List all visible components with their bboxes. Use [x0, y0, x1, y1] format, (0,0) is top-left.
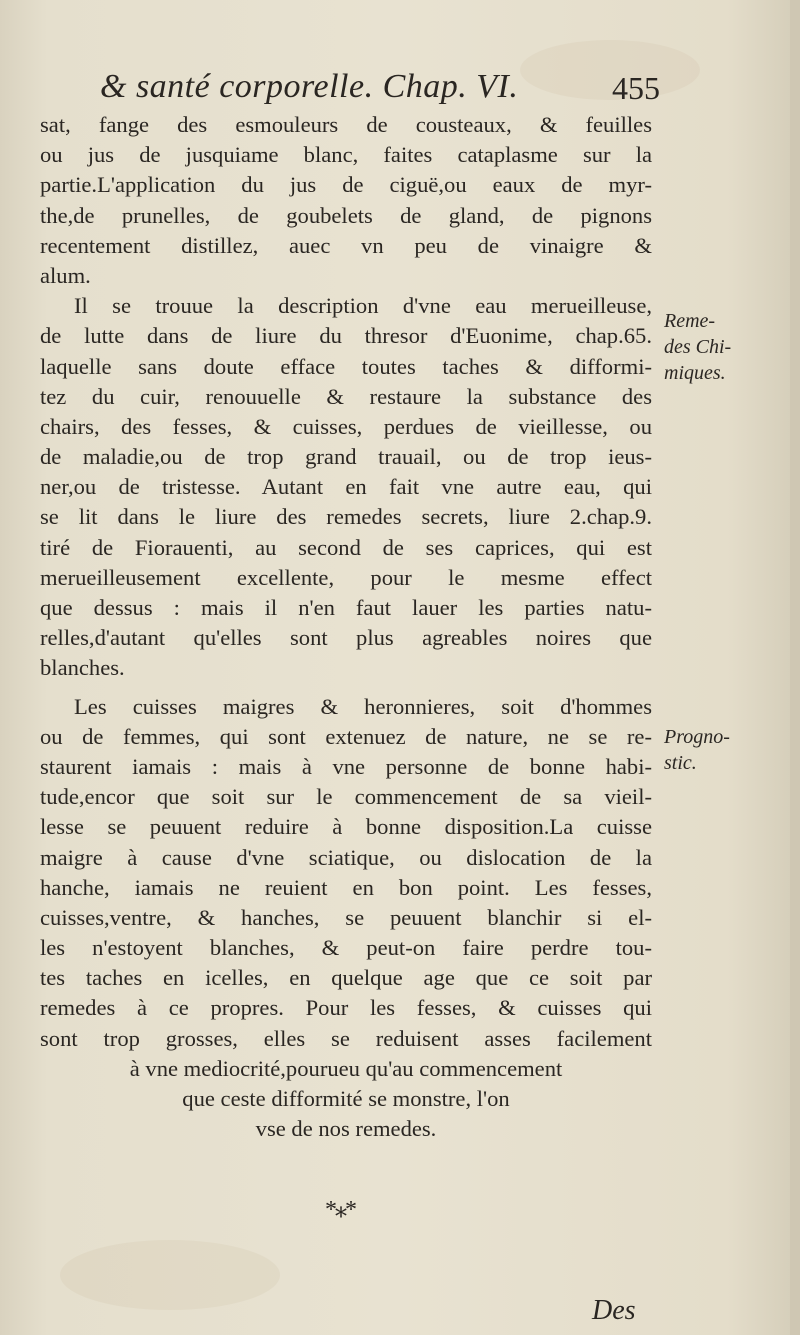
running-head: & santé corporelle. Chap. VI. [100, 68, 519, 105]
margin-note-line: des Chi- [664, 336, 732, 358]
margin-note-line: Progno- [664, 726, 730, 748]
paragraph-start-line: Les cuisses maigres & heronnieres, soit d'hommes [74, 693, 652, 719]
page-number: 455 [612, 70, 660, 106]
margin-note-prognostic [664, 724, 730, 776]
text-line: ou de femmes, qui sont extenuez de nature, ne se re- [40, 723, 652, 749]
margin-note-line: miques. [664, 362, 726, 384]
text-line: tude,encor que soit sur le commencement de sa vieil- [40, 784, 652, 810]
paragraph-start-line: Il se trouue la description d'vne eau merueilleuse, [74, 293, 652, 319]
text-line: alum. [40, 262, 91, 288]
text-line: tes taches en icelles, en quelque age que ce soit par [40, 965, 652, 991]
text-line: laquelle sans doute efface toutes taches & difformi- [40, 353, 652, 379]
margin-note-remedes [664, 308, 731, 386]
asterism-ornament: *⁎* [325, 1197, 355, 1223]
text-line: recentement distillez, auec vn peu de vinaigre & [40, 232, 652, 258]
text-line: que dessus : mais il n'en faut lauer les parties natu- [40, 595, 652, 620]
text-line: de maladie,ou de trop grand trauail, ou de trop ieus- [40, 444, 652, 470]
text-line: staurent iamais : mais à vne personne de bonne habi- [40, 753, 652, 779]
margin-note-line: Reme- [664, 310, 716, 332]
text-line: remedes à ce propres. Pour les fesses, & cuisses qui [40, 995, 652, 1021]
text-line: ou jus de jusquiame blanc, faites cataplasme sur la [40, 142, 652, 168]
text-line: partie.L'application du jus de ciguë,ou eaux de myr- [40, 172, 652, 198]
text-line: tez du cuir, renouuelle & restaure la substance des [40, 383, 652, 409]
text-line: hanche, iamais ne reuient en bon point. Les fesses, [40, 874, 652, 900]
text-line: de lutte dans de liure du thresor d'Euonime, chap.65. [40, 323, 652, 349]
text-line: maigre à cause d'vne sciatique, ou dislocation de la [40, 844, 652, 870]
text-line: sont trop grosses, elles se reduisent asses facilement [40, 1025, 652, 1051]
text-line: ner,ou de tristesse. Autant en fait vne autre eau, qui [40, 474, 652, 500]
text-line: tiré de Fiorauenti, au second de ses caprices, qui est [40, 534, 652, 560]
catchword: Des [592, 1295, 636, 1326]
text-line: merueilleusement excellente, pour le mesme effect [40, 564, 652, 590]
page-header [40, 68, 660, 108]
text-line: lesse se peuuent reduire à bonne disposition.La cuisse [40, 814, 652, 840]
paper-stain [60, 1240, 280, 1310]
text-line: à vne mediocrité,pourueu qu'au commencement [129, 1055, 563, 1081]
text-line: se lit dans le liure des remedes secrets, liure 2.chap.9. [40, 504, 652, 530]
margin-note-line: stic. [664, 752, 697, 774]
body-text [40, 110, 652, 1144]
text-line: les n'estoyent blanches, & peut-on faire perdre tou- [40, 935, 652, 961]
text-line: the,de prunelles, de goubelets de gland, de pignons [40, 202, 652, 228]
text-line: que ceste difformité se monstre, l'on [182, 1086, 510, 1111]
text-line: chairs, des fesses, & cuisses, perdues de vieillesse, ou [40, 413, 652, 439]
text-line: blanches. [40, 655, 125, 681]
text-line: vse de nos remedes. [255, 1116, 437, 1142]
text-line: cuisses,ventre, & hanches, se peuuent blanchir si el- [40, 904, 652, 930]
text-line: sat, fange des esmouleurs de cousteaux, & feuilles [40, 112, 652, 137]
text-line: relles,d'autant qu'elles sont plus agreables noires que [40, 625, 652, 651]
